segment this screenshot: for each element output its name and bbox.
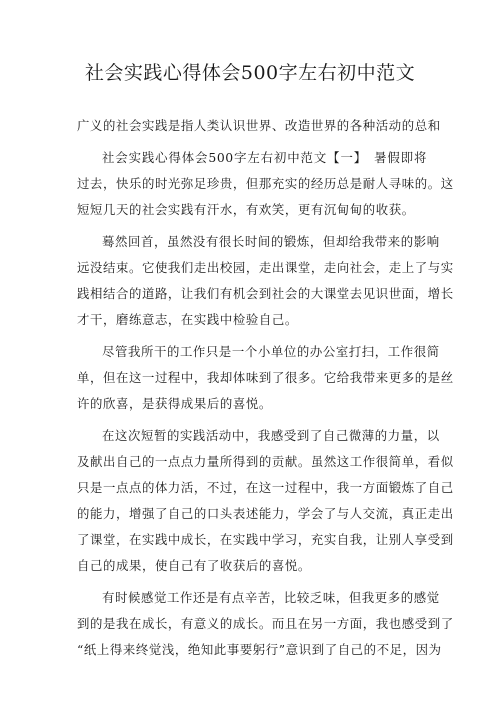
text-line: 社会实践心得体会500字左右初中范文【一】 暑假即将 — [102, 150, 427, 165]
document-body — [77, 113, 454, 663]
text-line: 只是一点点的体力活，不过，在这一过程中，我一方面锻炼了自己 — [77, 480, 454, 495]
text-line: 过去，快乐的时光弥足珍贵，但那充实的经历总是耐人寻味的。这 — [77, 176, 454, 191]
text-line: 在这次短暂的实践活动中，我感受到了自己微薄的力量，以 — [102, 428, 440, 443]
text-line: 的能力，增强了自己的口头表述能力，学会了与人交流，真正走出 — [77, 506, 454, 521]
text-line: 许的欣喜，是获得成果后的喜悦。 — [77, 396, 272, 411]
page-title: 社会实践心得体会500字左右初中范文 — [84, 62, 416, 84]
text-line: 了课堂，在实践中成长，在实践中学习，充实自我，让别人享受到 — [77, 532, 454, 547]
paragraph — [77, 585, 454, 663]
text-line: 尽管我所干的工作只是一个小单位的办公室打扫，工作很简 — [102, 344, 440, 359]
paragraph — [77, 339, 454, 417]
text-line: 单，但在这一过程中，我却体味到了很多。它给我带来更多的是丝 — [77, 370, 454, 385]
text-line: 自己的成果，使自己有了收获后的喜悦。 — [77, 558, 311, 573]
text-line: 远没结束。它使我们走出校园，走出课堂，走向社会，走上了与实 — [77, 260, 454, 275]
text-line: 有时候感觉工作还是有点辛苦，比较乏味，但我更多的感觉 — [102, 590, 440, 605]
paragraph — [77, 229, 454, 333]
text-line: 到的是我在成长，有意义的成长。而且在另一方面，我也感受到了 — [77, 616, 454, 631]
text-line: 短短几天的社会实践有汗水，有欢笑，更有沉甸甸的收获。 — [77, 202, 415, 217]
text-line: 践相结合的道路，让我们有机会到社会的大课堂去见识世面，增长 — [77, 286, 454, 301]
paragraph — [77, 145, 454, 223]
text-line: 及献出自己的一点点力量所得到的贡献。虽然这工作很简单，看似 — [77, 454, 454, 469]
text-line: 蓦然回首，虽然没有很长时间的锻炼，但却给我带来的影响 — [102, 234, 440, 249]
text-line: 才干，磨练意志，在实践中检验自己。 — [77, 312, 298, 327]
text-line: “纸上得来终觉浅，绝知此事要躬行”意识到了自己的不足，因为 — [77, 642, 442, 657]
intro-line: 广义的社会实践是指人类认识世界、改造世界的各种活动的总和 — [77, 118, 441, 133]
paragraph — [77, 423, 454, 579]
